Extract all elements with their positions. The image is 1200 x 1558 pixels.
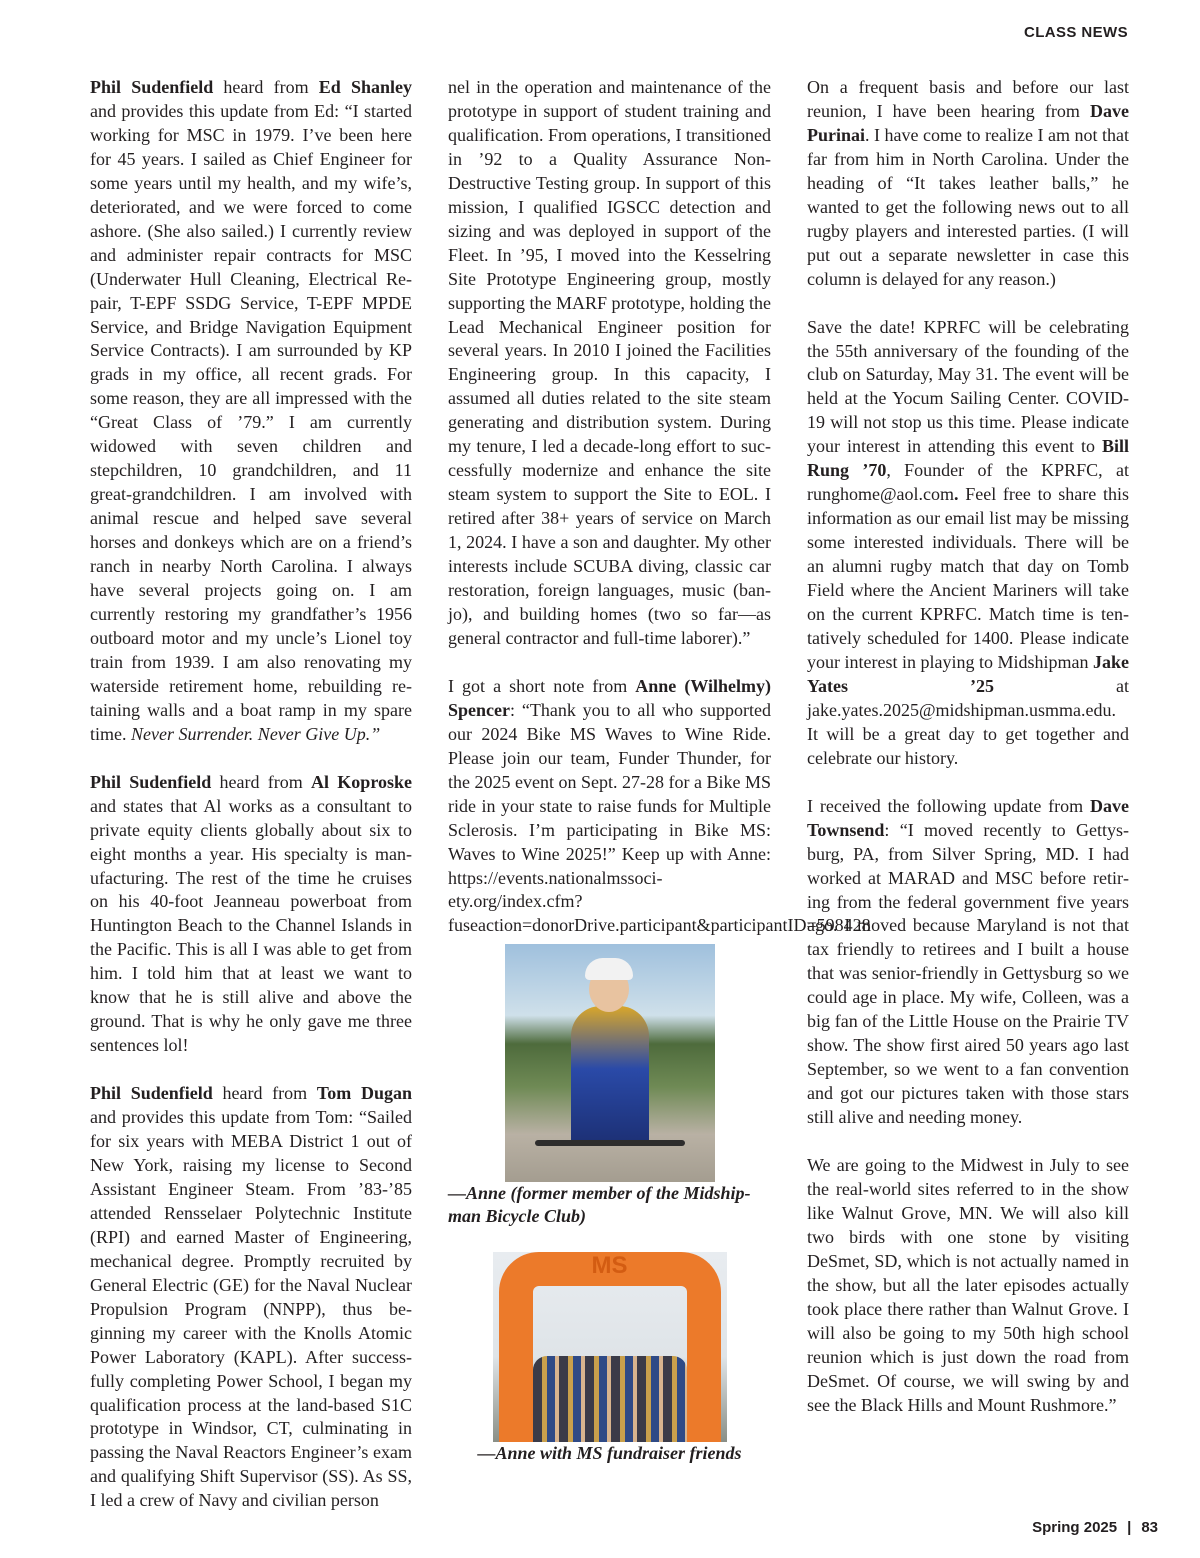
alumnus-name: Dave Townsend <box>807 795 1129 840</box>
paragraph-anne-spencer: I got a short note from Anne (Wilhelmy) Spencer: “Thank you to all who supported our 2024 Bike MS Waves to Wine Ride. Please join our team, Funder Thunder, for the 2025 event on Sept. 27-28 for a Bike MS ride in your state to raise funds for Multiple Sclerosis. I’m participating in Bike MS: Waves to Wine 2025!” Keep up with Anne: https://events.nationalmssociety.org/index.cfm?fuseaction=donorDrive.participant&participantID=598428 <box>448 675 871 936</box>
photo-anne-cyclist <box>505 944 715 1182</box>
photo-ms-fundraiser-group <box>493 1252 727 1442</box>
footer-separator: | <box>1127 1519 1132 1536</box>
alumnus-name: Dave Purinai <box>807 100 1129 145</box>
column-2 <box>448 76 871 1489</box>
author-name: Phil Sudenfield <box>90 1083 213 1104</box>
closing-motto: Never Surrender. Never Give Up.” <box>131 723 381 744</box>
paragraph-al-koproske: Phil Sudenfield heard from Al Koproske and states that Al works as a consultant to private equity clients globally about six to eight months a year. His specialty is manufacturing. The rest of the time he cruises on his 40-foot Jeanneau powerboat from Huntington Beach to the Channel Islands in the Pacific. This is all I was able to get from him. I told him that at least we want to know that he is still alive and above the ground. That is why he only gave me three sentences lol! <box>90 771 412 1056</box>
photo-caption-2: —Anne with MS fundraiser friends <box>477 1443 742 1464</box>
photo-caption-1: —Anne (former member of the Midshipman Bicycle Club) <box>448 1183 751 1227</box>
paragraph-tom-dugan: Phil Sudenfield heard from Tom Dugan and provides this update from Tom: “Sailed for six years with MEBA District 1 out of New York, raising my license to Second Assistant Engineer Steam. From ’83-’85 attended Rensselaer Polytechnic Institute (RPI) and earned Master of Engineering, mechanical degree. Promptly recruited by General Electric (GE) for the Naval Nuclear Propulsion Program (NNPP), thus beginning my career with the Knolls Atomic Power Laboratory (KAPL). After successfully completing Power School, I began my qualification process at the land-based S1C prototype in Windsor, CT, culminating in passing the Naval Reactors Engineer’s exam and qualifying Shift Supervisor (SS). As SS, I led a crew of Navy and civilian person <box>90 1083 412 1511</box>
column-1 <box>90 76 412 1513</box>
paragraph-dave-townsend: I received the following update from Dave Townsend: “I moved recently to Gettysburg, PA, from Silver Spring, MD. I had worked at MARAD and MSC before retiring from the federal government five years ago. I moved because Maryland is not that tax friendly to retirees and I built a house that was senior-friendly in Gettysburg so we could age in place. My wife, Colleen, was a big fan of the Little House on the Prairie TV show. The show first aired 50 years ago last September, so we went to a fan convention and got our pictures taken with those stars still alive and needing money. <box>807 795 1129 1128</box>
paragraph-midwest-trip: We are going to the Midwest in July to see the real-world sites referred to in the show like Walnut Grove, MN. We will also kill two birds with one stone by visiting DeSmet, SD, which is not actually named in the show, but all the later episodes actually took place there rather than Walnut Grove. I will also be going to my 50th high school reunion which is just down the road from DeSmet. Of course, we will swing by and see the Black Hills and Mount Rushmore.” <box>807 1155 1129 1415</box>
column-3 <box>807 76 1129 1418</box>
paragraph-tom-dugan-continued: nel in the operation and maintenance of the prototype in support of student training and qualification. From operations, I transitioned in ’92 to a Quality Assurance Non-Destructive Testing group. In support of this mission, I qualified IGSCC detection and sizing and was deployed in support of the Fleet. In ’95, I moved into the Kesselring Site Prototype Engineering group, mostly supporting the MARF prototype, holding the Lead Mechanical Engineer position for several years. In 2010 I joined the Facilities Engineering group. In this capacity, I assumed all duties related to the site steam generating and distribution system. During my tenure, I led a decade-long effort to successfully modernize and enhance the site steam system to support the Site to EOL. I retired after 38+ years of service on March 1, 2024. I have a son and daughter. My other interests include SCUBA diving, classic car restoration, foreign languages, music (banjo), and building homes (two so far—as general contractor and full-time laborer).” <box>448 77 771 648</box>
author-name: Phil Sudenfield <box>90 77 214 97</box>
ms-arch-logo: MS <box>591 1252 628 1280</box>
section-label: CLASS NEWS <box>1023 24 1128 41</box>
alumnus-name: Tom Dugan <box>316 1083 412 1104</box>
alumnus-name: Al Koproske <box>311 771 412 792</box>
issue-label: Spring 2025 <box>1032 1519 1118 1536</box>
alumnus-name: Ed Shanley <box>318 77 412 97</box>
paragraph-dave-purinai: On a frequent basis and before our last reunion, I have been hearing from Dave Purinai. I have come to realize I am not that far from him in North Carolina. Under the heading of “It takes leather balls,” he wanted to get the following news out to all rugby players and interested parties. (I will put out a separate newsletter in case this column is delayed for any reason.) <box>807 77 1129 289</box>
page-footer <box>1032 1519 1158 1536</box>
paragraph-ed-shanley: Phil Sudenfield heard from Ed Shanley and provides this update from Ed: “I started working for MSC in 1979. I’ve been here for 45 years. I sailed as Chief Engineer for some years until my health, and my wife’s, deteriorated, and we were forced to come ashore. (She also sailed.) I currently review and administer repair contracts for MSC (Underwater Hull Cleaning, Electrical Repair, T-EPF SSDG Service, T-EPF MPDE Service, and Bridge Navigation Equipment Service Contracts). I am surrounded by KP grads in my office, all recent grads. For some reason, they are all impressed with the “Great Class of ’79.” I am currently widowed with seven children and stepchildren, 10 grandchildren, and 11 great-grandchildren. I am involved with animal rescue and helped save several horses and donkeys which are on a friend’s ranch in nearby North Carolina. I always have several projects going on. I am currently restoring my grandfather’s 1956 outboard motor and my uncle’s Lionel toy train from 1939. I am also renovating my waterside retirement home, rebuilding retaining walls and a boat ramp in my spare time. Never Surrender. Never Give Up.” <box>90 77 412 744</box>
paragraph-kprfc-anniversary: Save the date! KPRFC will be celebrating the 55th anniversary of the founding of the club on Saturday, May 31. The event will be held at the Yocum Sailing Center. COVID-19 will not stop us this time. Please indicate your interest in attending this event to Bill Rung ’70, Founder of the KPRFC, at runghome@aol.com. Feel free to share this information as our email list may be missing some interested individuals. There will be an alumni rugby match that day on Tomb Field where the Ancient Mariners will take on the current KPRFC. Match time is tentatively scheduled for 1400. Please indicate your interest in playing to Midshipman Jake Yates ’25 at jake.yates.2025@midshipman.usmma.edu. It will be a great day to get together and celebrate our history. <box>807 316 1129 768</box>
alumnus-name: Anne (Wilhelmy) Spencer <box>448 675 772 720</box>
midshipman-name: Jake Yates ’25 <box>807 651 1129 696</box>
page-number: 83 <box>1141 1519 1158 1536</box>
alumnus-name: Bill Rung ’70 <box>807 436 1129 481</box>
author-name: Phil Sudenfield <box>90 771 212 792</box>
